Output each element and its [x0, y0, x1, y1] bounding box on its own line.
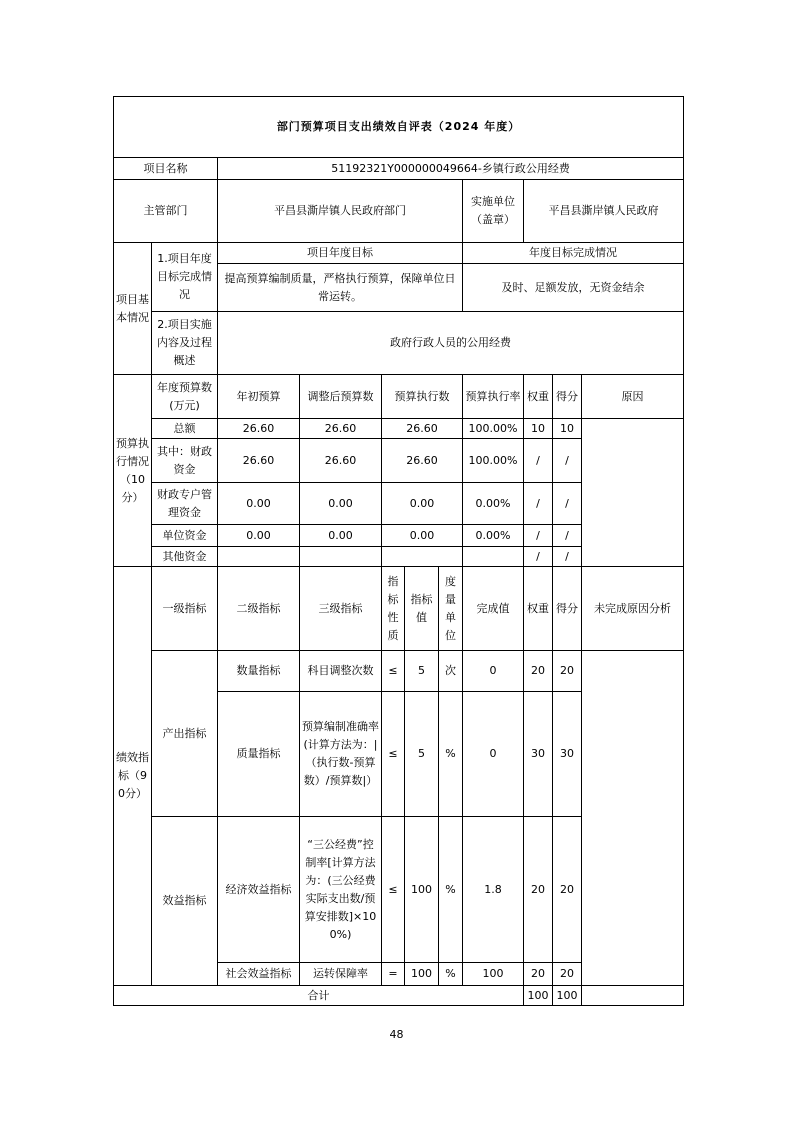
content-label: 2.项目实施内容及过程概述 [152, 312, 218, 375]
budget-header-rate: 预算执行率 [463, 375, 524, 419]
perf-row-level3: “三公经费”控制率[计算方法为：(三公经费实际支出数/预算安排数]×100%) [300, 817, 382, 963]
target-header: 项目年度目标 [218, 243, 463, 264]
budget-row-name: 其他资金 [152, 547, 218, 567]
budget-row-initial: 0.00 [218, 483, 300, 525]
perf-header-unit: 度量单位 [439, 567, 463, 651]
budget-row-score: / [553, 525, 582, 547]
perf-row-weight: 30 [524, 692, 553, 817]
completion-header: 年度目标完成情况 [463, 243, 684, 264]
budget-header-initial: 年初预算 [218, 375, 300, 419]
budget-row-weight: / [524, 483, 553, 525]
target-label: 1.项目年度目标完成情况 [152, 243, 218, 312]
budget-row-weight: / [524, 525, 553, 547]
perf-row-level2: 社会效益指标 [218, 963, 300, 986]
budget-header-executed: 预算执行数 [382, 375, 463, 419]
perf-reason-cell [582, 651, 684, 986]
perf-header-level2: 二级指标 [218, 567, 300, 651]
perf-row-nature: ≤ [382, 692, 405, 817]
budget-row-rate [463, 547, 524, 567]
perf-header-done: 完成值 [463, 567, 524, 651]
perf-label: 绩效指标（90分） [114, 567, 152, 986]
perf-row-done: 0 [463, 692, 524, 817]
budget-row-score: 10 [553, 419, 582, 439]
impl-label: 实施单位（盖章） [463, 180, 524, 243]
self-evaluation-table [113, 96, 684, 1006]
budget-row-weight: / [524, 547, 553, 567]
perf-row-weight: 20 [524, 651, 553, 692]
budget-row-rate: 0.00% [463, 525, 524, 547]
impl-value: 平昌县澌岸镇人民政府 [524, 180, 684, 243]
perf-row-done: 1.8 [463, 817, 524, 963]
perf-row-score: 20 [553, 817, 582, 963]
budget-row-score: / [553, 439, 582, 483]
budget-row-adjusted [300, 547, 382, 567]
perf-row-value: 100 [405, 963, 439, 986]
budget-row-weight: 10 [524, 419, 553, 439]
perf-row-value: 5 [405, 692, 439, 817]
budget-header-category: 年度预算数(万元) [152, 375, 218, 419]
perf-row-weight: 20 [524, 963, 553, 986]
perf-header-weight: 权重 [524, 567, 553, 651]
completion-text: 及时、足额发放，无资金结余 [463, 264, 684, 312]
perf-row-nature: ≤ [382, 651, 405, 692]
budget-label: 预算执行情况（10分） [114, 375, 152, 567]
budget-row-executed: 26.60 [382, 439, 463, 483]
perf-row-done: 0 [463, 651, 524, 692]
perf-header-level3: 三级指标 [300, 567, 382, 651]
perf-row-level3: 科目调整次数 [300, 651, 382, 692]
target-text: 提高预算编制质量，严格执行预算，保障单位日常运转。 [218, 264, 463, 312]
content-text: 政府行政人员的公用经费 [218, 312, 684, 375]
budget-header-score: 得分 [553, 375, 582, 419]
budget-row-rate: 100.00% [463, 419, 524, 439]
page-number: 48 [389, 1028, 404, 1041]
perf-row-nature: = [382, 963, 405, 986]
perf-row-score: 30 [553, 692, 582, 817]
budget-row-executed [382, 547, 463, 567]
perf-row-unit: 次 [439, 651, 463, 692]
budget-header-adjusted: 调整后预算数 [300, 375, 382, 419]
perf-row-unit: % [439, 692, 463, 817]
perf-row-value: 5 [405, 651, 439, 692]
perf-row-level3: 运转保障率 [300, 963, 382, 986]
total-score: 100 [553, 986, 582, 1006]
dept-value: 平昌县澌岸镇人民政府部门 [218, 180, 463, 243]
budget-row-rate: 100.00% [463, 439, 524, 483]
perf-row-done: 100 [463, 963, 524, 986]
budget-row-initial: 26.60 [218, 419, 300, 439]
total-label: 合计 [114, 986, 524, 1006]
total-reason-cell [582, 986, 684, 1006]
budget-row-name: 财政专户管理资金 [152, 483, 218, 525]
budget-header-weight: 权重 [524, 375, 553, 419]
budget-row-initial [218, 547, 300, 567]
budget-row-rate: 0.00% [463, 483, 524, 525]
budget-reason-cell [582, 419, 684, 567]
total-weight: 100 [524, 986, 553, 1006]
budget-header-reason: 原因 [582, 375, 684, 419]
budget-row-name: 其中：财政资金 [152, 439, 218, 483]
project-name-label: 项目名称 [114, 158, 218, 180]
project-name-value: 51192321Y000000049664-乡镇行政公用经费 [218, 158, 684, 180]
budget-row-weight: / [524, 439, 553, 483]
perf-header-nature: 指标性质 [382, 567, 405, 651]
budget-row-executed: 0.00 [382, 483, 463, 525]
budget-row-name: 总额 [152, 419, 218, 439]
budget-row-adjusted: 0.00 [300, 483, 382, 525]
dept-label: 主管部门 [114, 180, 218, 243]
budget-row-score: / [553, 483, 582, 525]
perf-header-value: 指标值 [405, 567, 439, 651]
perf-row-unit: % [439, 817, 463, 963]
page-title: 部门预算项目支出绩效自评表（2024 年度） [114, 97, 684, 158]
perf-header-score: 得分 [553, 567, 582, 651]
perf-row-weight: 20 [524, 817, 553, 963]
perf-row-value: 100 [405, 817, 439, 963]
perf-row-score: 20 [553, 651, 582, 692]
perf-header-reason: 未完成原因分析 [582, 567, 684, 651]
budget-row-executed: 0.00 [382, 525, 463, 547]
budget-row-score: / [553, 547, 582, 567]
budget-row-initial: 26.60 [218, 439, 300, 483]
budget-row-executed: 26.60 [382, 419, 463, 439]
benefit-indicator-label: 效益指标 [152, 817, 218, 986]
perf-row-nature: ≤ [382, 817, 405, 963]
output-indicator-label: 产出指标 [152, 651, 218, 817]
budget-row-name: 单位资金 [152, 525, 218, 547]
basic-label: 项目基本情况 [114, 243, 152, 375]
perf-row-unit: % [439, 963, 463, 986]
perf-row-level2: 数量指标 [218, 651, 300, 692]
perf-row-level3: 预算编制准确率(计算方法为：|（执行数-预算数）/预算数|） [300, 692, 382, 817]
budget-row-adjusted: 26.60 [300, 419, 382, 439]
budget-row-adjusted: 0.00 [300, 525, 382, 547]
perf-row-score: 20 [553, 963, 582, 986]
perf-row-level2: 质量指标 [218, 692, 300, 817]
perf-row-level2: 经济效益指标 [218, 817, 300, 963]
perf-header-level1: 一级指标 [152, 567, 218, 651]
budget-row-adjusted: 26.60 [300, 439, 382, 483]
budget-row-initial: 0.00 [218, 525, 300, 547]
